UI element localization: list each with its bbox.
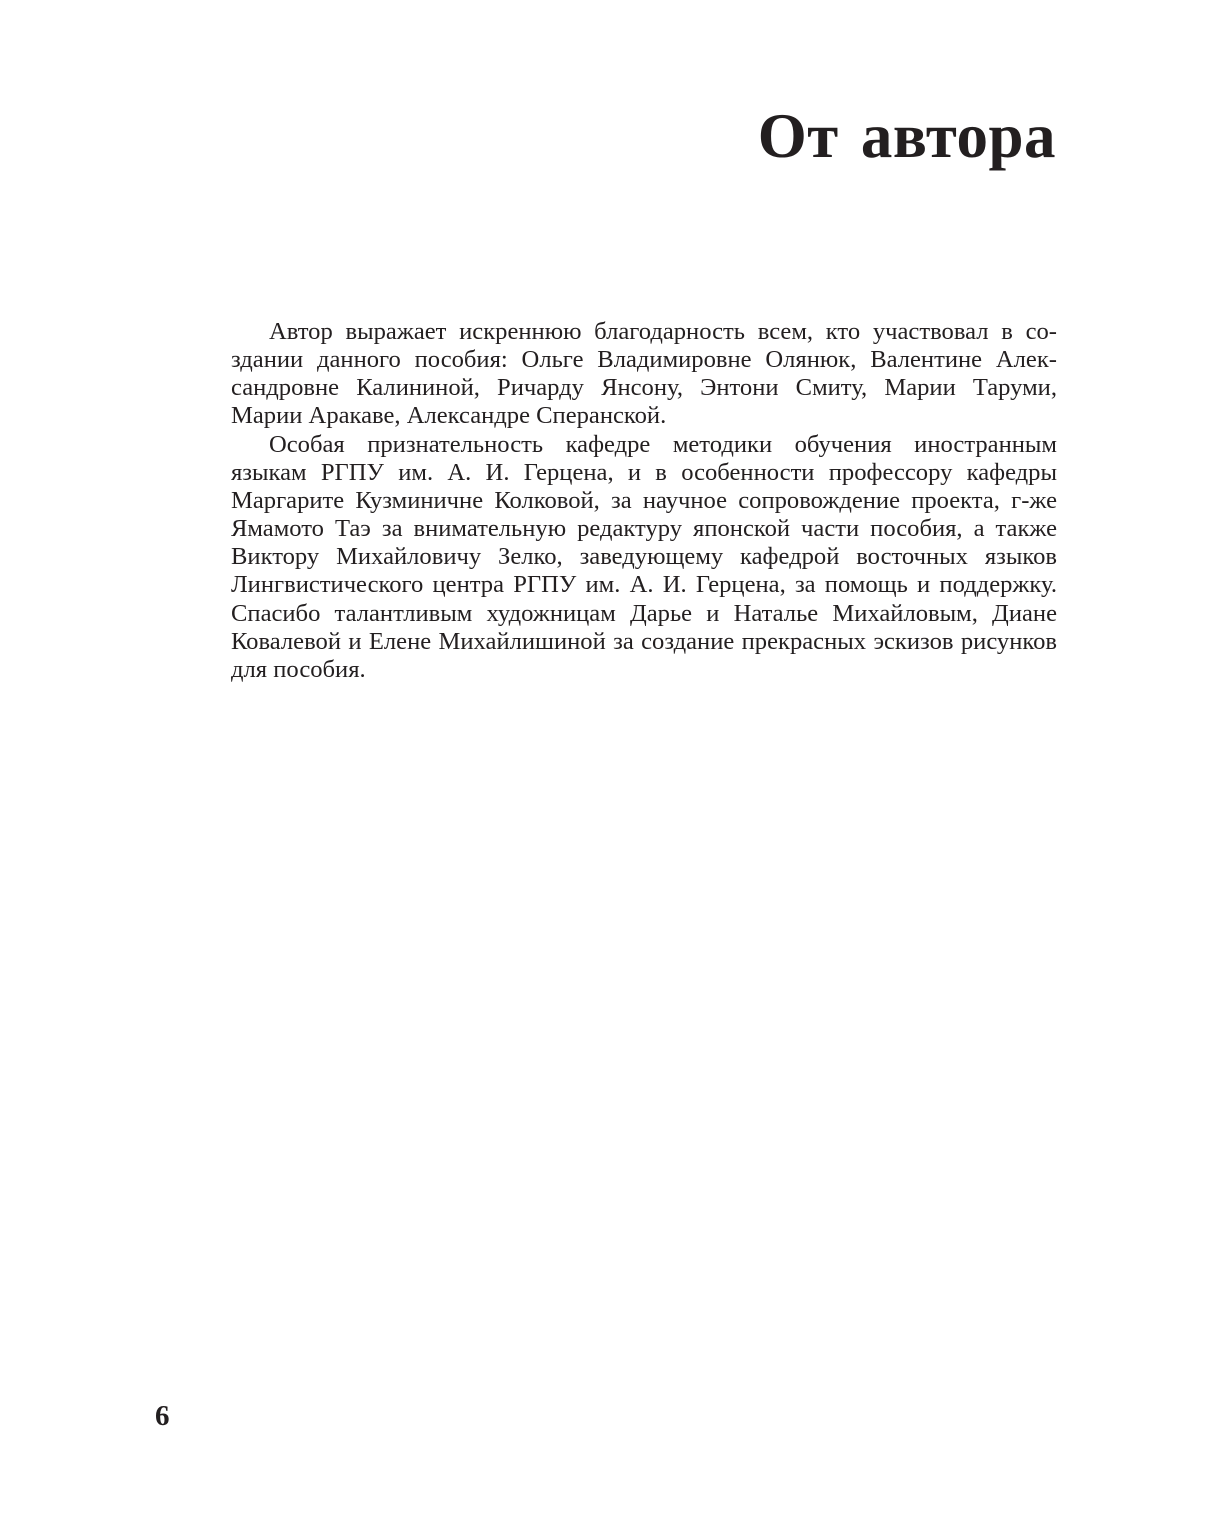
page-title: От автора [757, 101, 1056, 171]
paragraph-special-thanks: Особая признательность кафедре методики обучения иностранным языкам РГПУ им. А. И. Герцена, и в особенности профессору кафедры Маргарите Кузминичне Колковой, за научное сопровождение проекта, г-же Ямамото Таэ за внимательную редактуру японской части пособия, а также Виктору Михайловичу Зелко, заведующему кафедрой восточных языков Лингвистического центра РГПУ им. А. И. Герцена, за помощь и поддержку. Спасибо талантливым художницам Дарье и Наталье Михайловым, Диане Ковалевой и Елене Михайлишиной за создание прекрасных эскизов рисунков для пособия. [231, 430, 1057, 683]
paragraph-acknowledgements: Автор выражает искреннюю благодарность всем, кто участвовал в создании данного пособия: Ольге Владимировне Олянюк, Валентине Александровне Калининой, Ричарду Янсону, Энтони Смиту, Марии Таруми, Марии Аракаве, Александре Сперанской. [231, 318, 1057, 430]
body-text [231, 318, 1057, 684]
page-number: 6 [155, 1400, 170, 1432]
